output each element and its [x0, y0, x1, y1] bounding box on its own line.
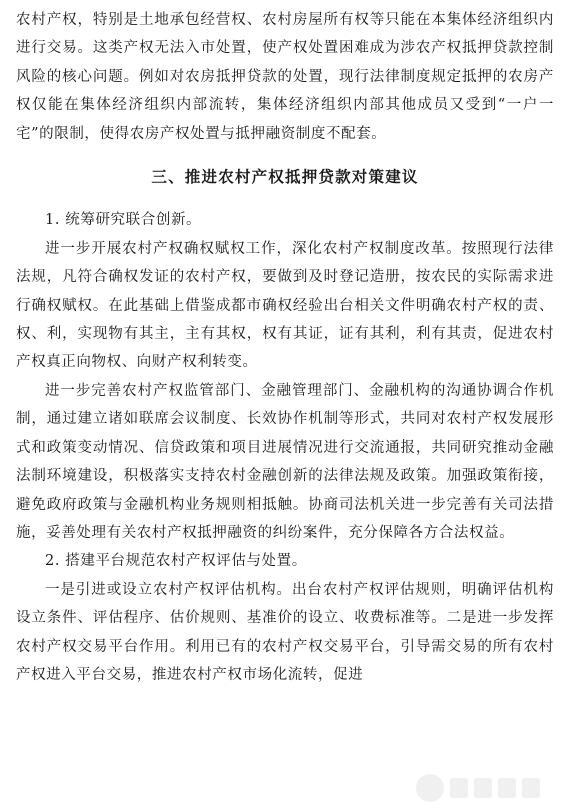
paragraph-1: 进一步开展农村产权确权赋权工作，深化农村产权制度改革。按照现行法律法规，凡符合确权发证的农村产权，要做到及时登记造册，按农民的实际需求进行确权赋权。在此基础上借鉴成都市确权经验出台相关文件明确农村产权的责、权、利，实现物有其主，主有其权，权有其证，证有其利，利有其责，促进农村产权真正向物权、向财产权利转变。 — [16, 240, 554, 371]
section-heading: 三、推进农村产权抵押贷款对策建议 — [151, 167, 419, 187]
paragraph-intro: 农村产权，特别是土地承包经营权、农村房屋所有权等只能在本集体经济组织内进行交易。这类产权无法入市处置，使产权处置困难成为涉农产权抵押贷款控制风险的核心问题。例如对农房抵押贷款的处置，现行法律制度规定抵押的农房产权仅能在集体经济组织内部流转，集体经济组织内部其他成员又受到“一户一宅”的限制，使得农房产权处置与抵押融资制度不配套。 — [16, 12, 554, 142]
paragraph-3: 一是引进或设立农村产权评估机构。出台农村产权评估规则，明确评估机构设立条件、评估程序、估价规则、基准价的设立、收费标准等。二是进一步发挥农村产权交易平台作用。利用已有的农村产权交易平台，引导需交易的所有农村产权进入平台交易，推进农村产权市场化流转，促进 — [16, 581, 554, 683]
subheading-1: 1. 统筹研究联合创新。 — [45, 212, 202, 229]
paragraph-2: 进一步完善农村产权监管部门、金融管理部门、金融机构的沟通协调合作机制，通过建立诸如联席会议制度、长效协作机制等形式，共同对农村产权发展形式和政策变动情况、信贷政策和项目进展情况进行交流通报，共同研究推动金融法制环境建设，积极落实支持农村金融创新的法律法规及政策。加强政策衔接，避免政府政策与金融机构业务规则相抵触。协商司法机关进一步完善有关司法措施，妥善处理有关农村产权抵押融资的纠纷案件，充分保障各方合法权益。 — [16, 382, 554, 541]
subheading-2: 2. 搭建平台规范农村产权评估与处置。 — [45, 553, 307, 570]
